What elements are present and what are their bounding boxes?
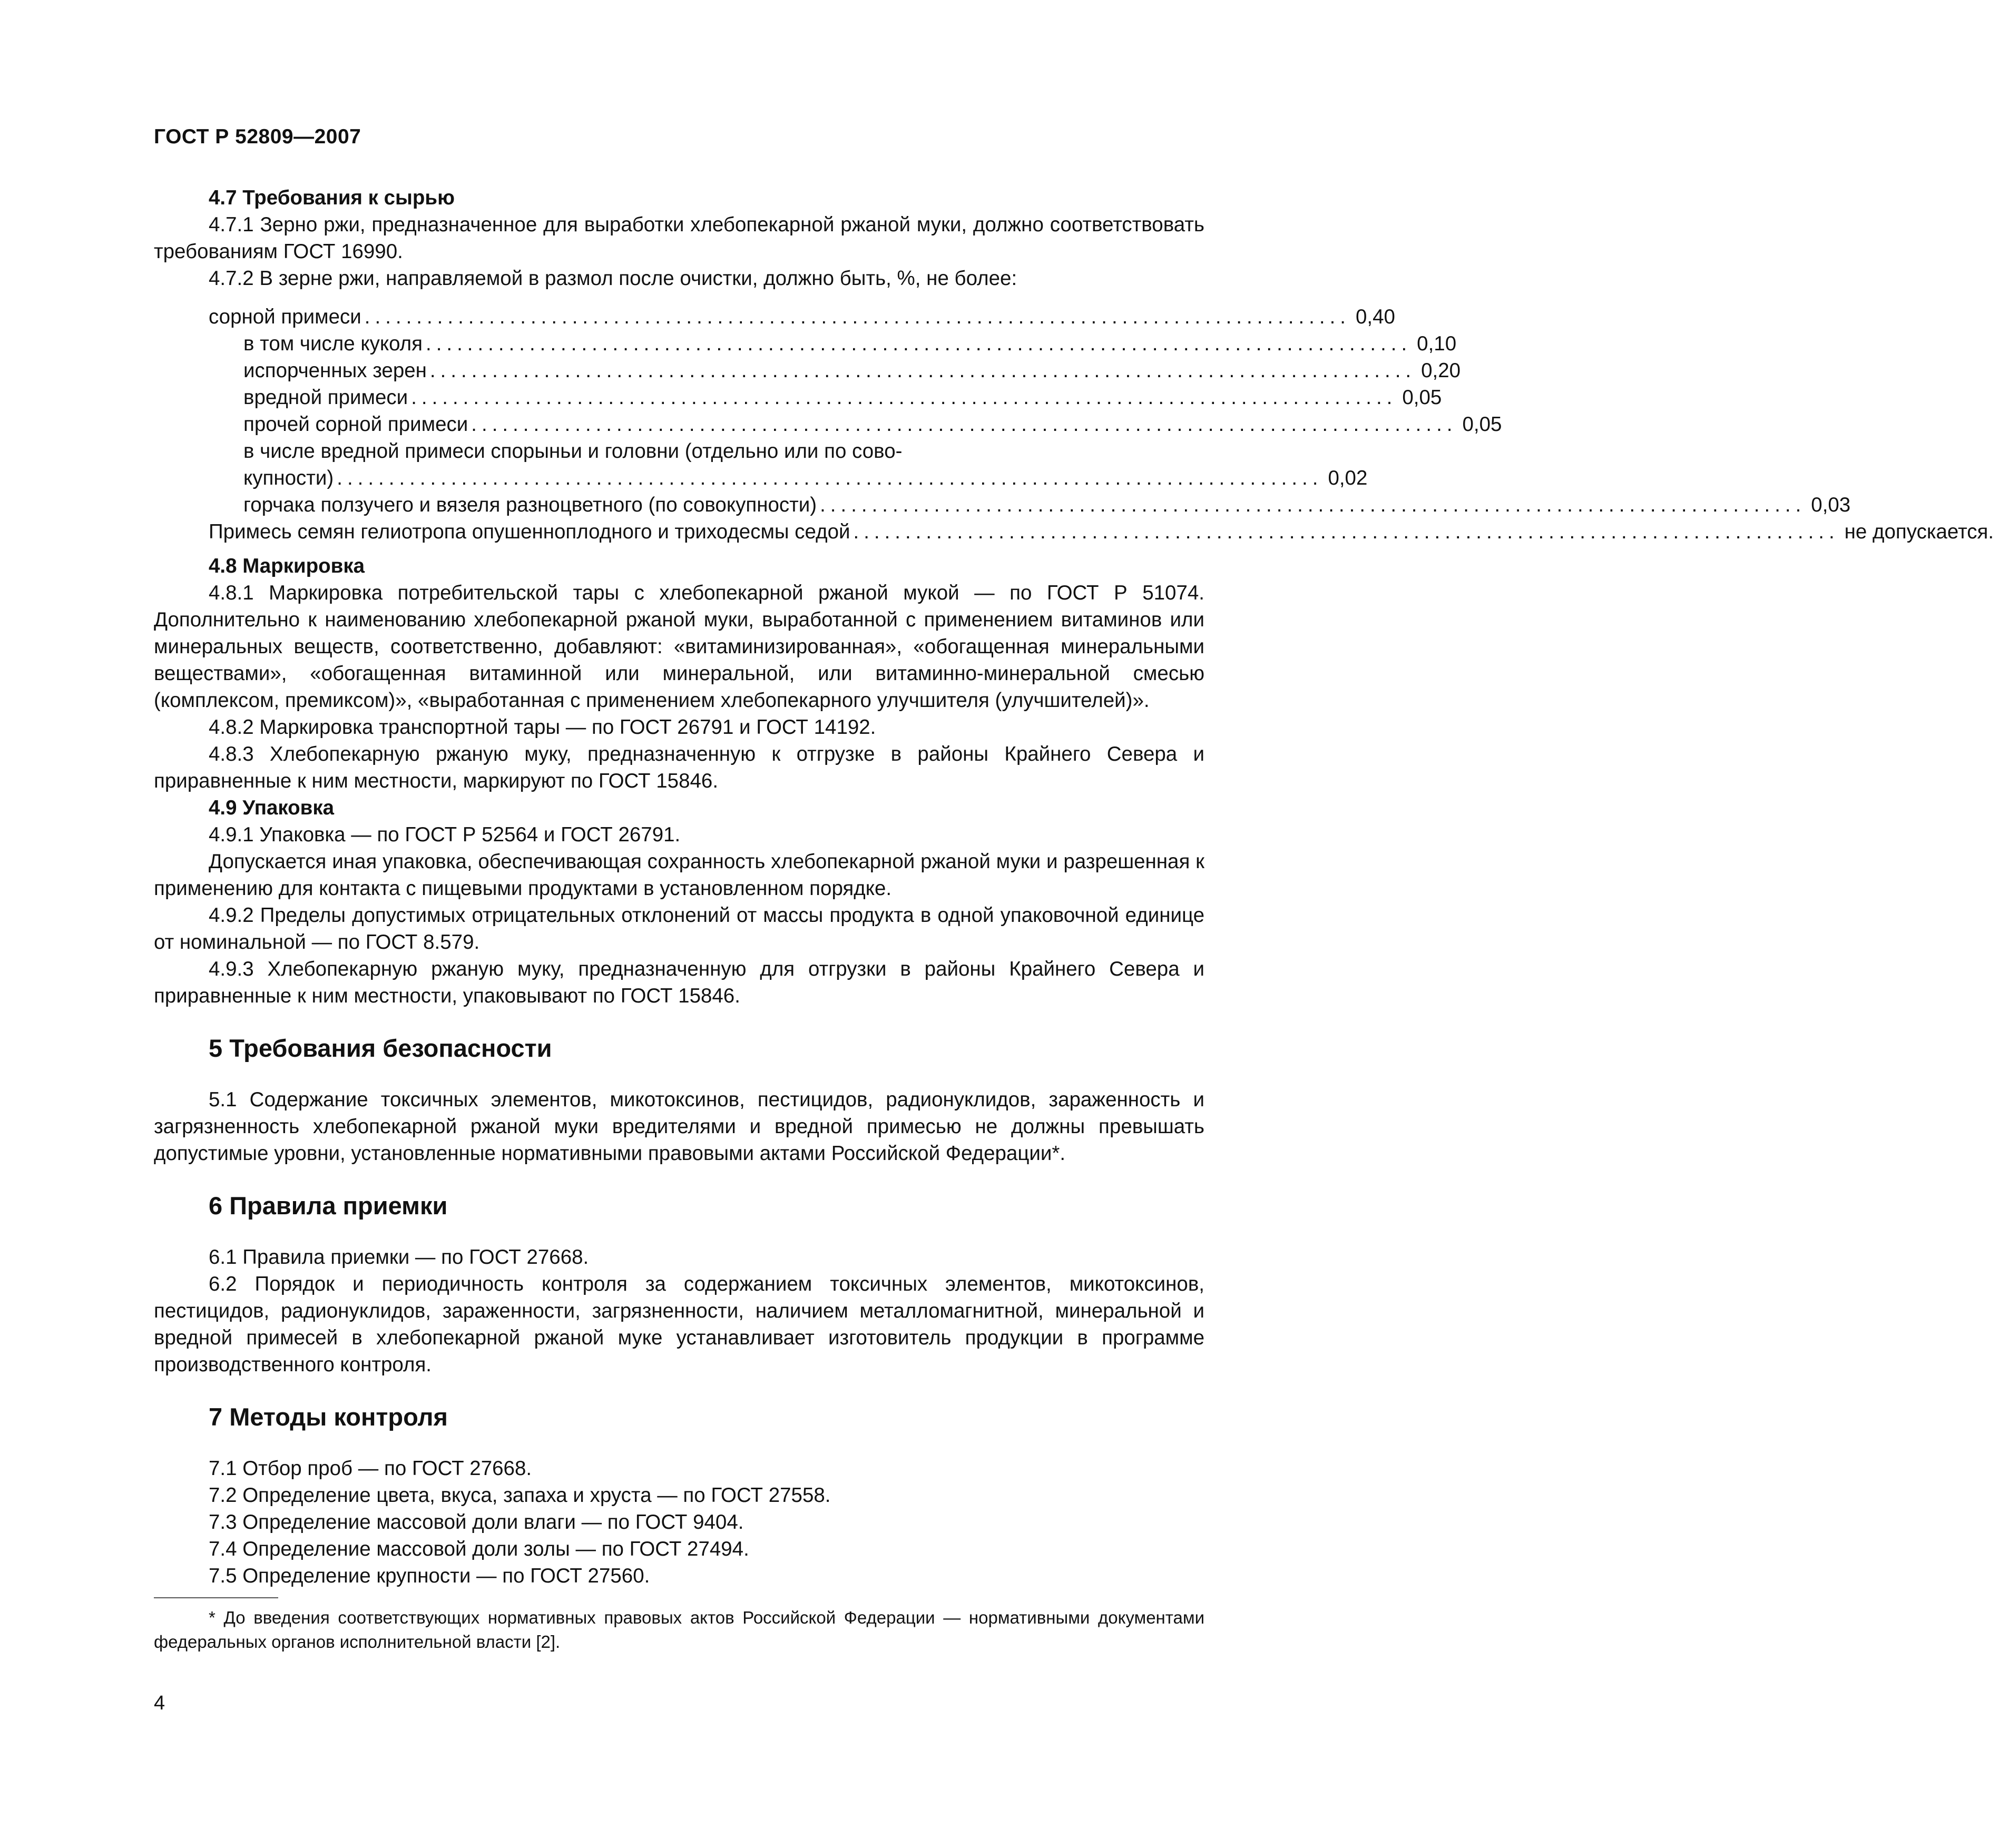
paragraph-7-3: 7.3 Определение массовой доли влаги — по ГОСТ 9404. [209,1511,744,1534]
paragraph-4-7-2: 4.7.2 В зерне ржи, направляемой в размол после очистки, должно быть, %, не более: [209,267,1017,290]
paragraph-4-9-2: 4.9.2 Пределы допустимых отрицательных отклонений от массы продукта в одной упаковочной единице от номинальной — по ГОСТ 8.579. [154,904,1204,954]
leader-dots: ............................................................................................... [426,332,1412,355]
leader-dots: ............................................................................................... [429,359,1416,382]
list-item-value: 0,05 [1462,413,1502,436]
paragraph-7-4: 7.4 Определение массовой доли золы — по ГОСТ 27494. [209,1538,749,1560]
paragraph-6-2: 6.2 Порядок и периодичность контроля за содержанием токсичных элементов, микотоксинов, пестицидов, радионуклидов, зараженности, загрязненности, наличием металломагнитной, минеральной и вредной примесей в хлебопекарной ржаной муке устанавливает изготовитель продукции в программе производственного контроля. [154,1273,1204,1376]
list-item [209,411,1502,438]
subsection-heading-4-9: 4.9 Упаковка [209,797,334,819]
list-item-value: 0,20 [1421,359,1461,382]
paragraph-4-9-1-note: Допускается иная упаковка, обеспечивающая сохранность хлебопекарной ржаной муки и разрешенная к применению для контакта с пищевыми продуктами в установленном порядке. [154,850,1204,900]
section-heading-5: 5 Требования безопасности [209,1034,552,1062]
list-item-value: 0,02 [1328,467,1368,489]
main-content [154,184,1994,1589]
leader-dots: ............................................................................................... [411,386,1397,409]
paragraph-6-1: 6.1 Правила приемки — по ГОСТ 27668. [209,1246,589,1269]
page-number: 4 [154,1692,165,1714]
list-item [209,330,1457,357]
paragraph-4-9-1: 4.9.1 Упаковка — по ГОСТ Р 52564 и ГОСТ 26791. [209,823,681,846]
paragraph-4-8-1: 4.8.1 Маркировка потребительской тары с хлебопекарной ржаной мукой — по ГОСТ Р 51074. Дополнительно к наименованию хлебопекарной ржаной муки, выработанной с применением витаминов или минеральных веществ, соответственно, добавляют: «витаминизированная», «обогащенная минеральными веществами», «обогащенная витаминной или минеральной, или витаминно-минеральной смесью (комплексом, премиксом)», «выработанная с применением хлебопекарного улучшителя (улучшителей)». [154,582,1204,712]
paragraph-7-5: 7.5 Определение крупности — по ГОСТ 27560. [209,1565,650,1587]
leader-dots: ............................................................................................... [471,413,1457,436]
paragraph-4-9-3: 4.9.3 Хлебопекарную ржаную муку, предназначенную для отгрузки в районы Крайнего Севера и приравненные к ним местности, упаковывают по ГОСТ 15846. [154,958,1204,1007]
paragraph-4-7-1: 4.7.1 Зерно ржи, предназначенное для выработки хлебопекарной ржаной муки, должно соответствовать требованиям ГОСТ 16990. [154,213,1204,263]
footnote: * До введения соответствующих нормативных правовых актов Российской Федерации — нормативными документами федеральных органов исполнительной власти [2]. [154,1608,1204,1652]
paragraph-5-1: 5.1 Содержание токсичных элементов, микотоксинов, пестицидов, радионуклидов, зараженность и загрязненность хлебопекарной ржаной муки вредителями и вредной примесью не должны превышать допустимые уровни, установленные нормативными правовыми актами Российской Федерации*. [154,1088,1204,1165]
list-item [209,465,1368,492]
leader-dots: ............................................................................................... [364,306,1350,328]
list-item-value: 0,03 [1811,494,1851,516]
list-item [209,303,1395,330]
list-item-value: 0,40 [1355,306,1395,328]
list-item [209,518,1994,545]
paragraph-7-1: 7.1 Отбор проб — по ГОСТ 27668. [209,1457,532,1480]
subsection-heading-4-8: 4.8 Маркировка [209,555,365,577]
list-item [209,492,1851,518]
list-item [209,384,1442,411]
list-item-value: 0,10 [1417,332,1457,355]
leader-dots: ............................................................................................... [337,467,1323,489]
section-heading-6: 6 Правила приемки [209,1192,448,1220]
paragraph-4-8-3: 4.8.3 Хлебопекарную ржаную муку, предназначенную к отгрузке в районы Крайнего Севера и приравненные к ним местности, маркируют по ГОСТ 15846. [154,743,1204,792]
footnote-separator [154,1597,278,1598]
impurity-list [209,303,1994,545]
section-heading-7: 7 Методы контроля [209,1403,448,1431]
list-item-multiline-first: в числе вредной примеси спорыньи и головни (отдельно или по сово- [243,440,903,463]
list-item-label: Примесь семян гелиотропа опушенноплодного и триходесмы седой [209,520,850,543]
list-item-label: купности) [243,467,334,489]
paragraph-7-2: 7.2 Определение цвета, вкуса, запаха и хруста — по ГОСТ 27558. [209,1484,831,1507]
leader-dots: ............................................................................................... [820,494,1806,516]
list-item-label: в том числе куколя [243,332,423,355]
subsection-heading-4-7: 4.7 Требования к сырью [209,186,455,209]
list-item-label: вредной примеси [243,386,408,409]
leader-dots: ............................................................................................... [853,520,1839,543]
list-item-label: сорной примеси [209,306,361,328]
paragraph-4-8-2: 4.8.2 Маркировка транспортной тары — по ГОСТ 26791 и ГОСТ 14192. [209,716,876,739]
list-item-label: испорченных зерен [243,359,427,382]
document-code-header: ГОСТ Р 52809—2007 [154,125,361,148]
list-item [209,357,1461,384]
list-item-value: 0,05 [1402,386,1442,409]
list-item-label: горчака ползучего и вязеля разноцветного (по совокупности) [243,494,817,516]
list-item-label: прочей сорной примеси [243,413,468,436]
list-item-value: не допускается. [1844,520,1994,543]
